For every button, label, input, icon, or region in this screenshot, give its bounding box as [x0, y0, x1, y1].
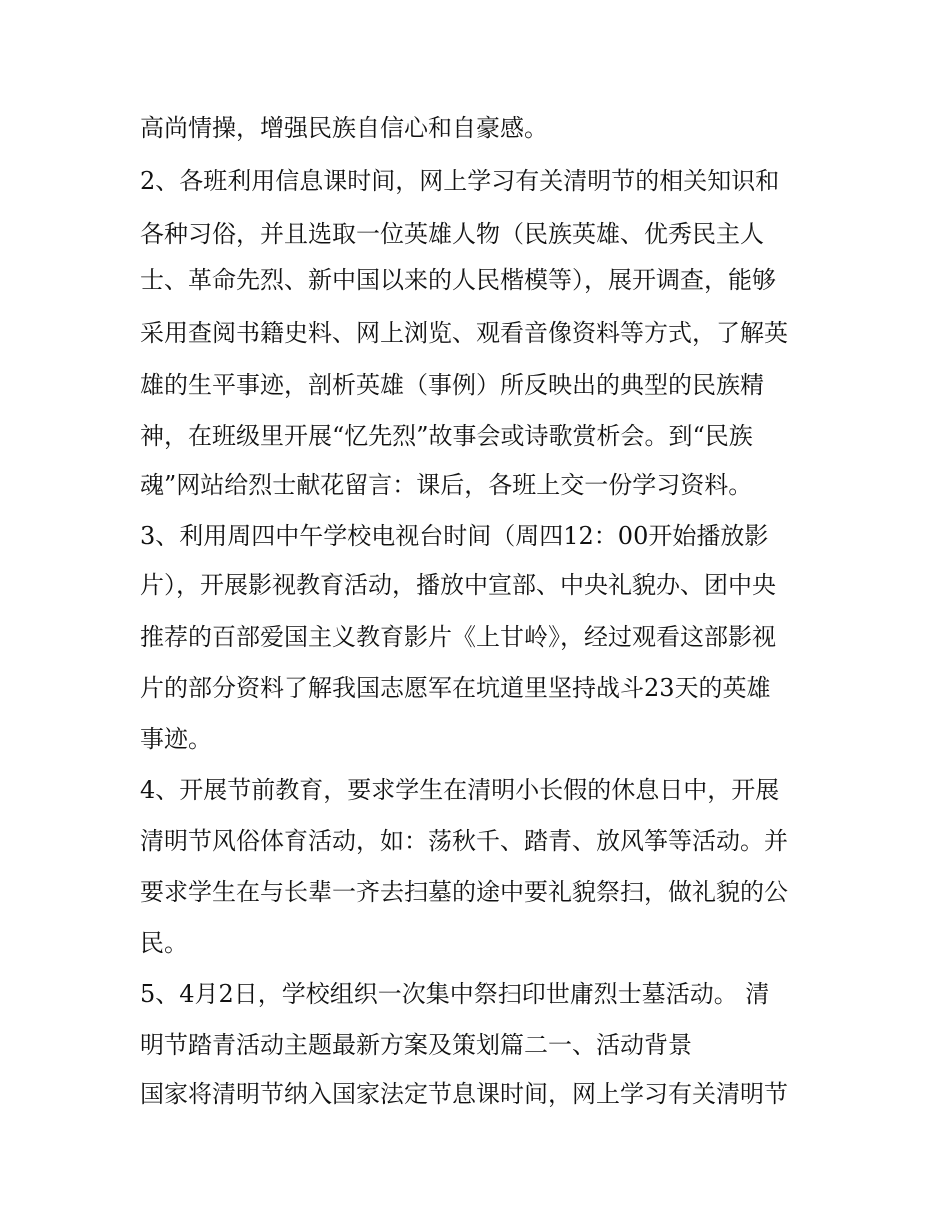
text-line: 片的部分资料了解我国志愿军在坑道里坚持战斗23天的英雄 [140, 674, 771, 702]
text-line: 事迹。 [140, 725, 212, 753]
text-line: 神，在班级里开展“忆先烈”故事会或诗歌赏析会。到“民族 [140, 422, 753, 450]
text-line: 民。 [140, 929, 188, 957]
text-line: 清明节风俗体育活动，如：荡秋千、踏青、放风筝等活动。并 [140, 827, 788, 855]
text-line: 要求学生在与长辈一齐去扫墓的途中要礼貌祭扫，做礼貌的公 [140, 878, 788, 906]
text-line: 3、利用周四中午学校电视台时间（周四12：00开始播放影 [140, 522, 769, 550]
text-line: 采用查阅书籍史料、网上浏览、观看音像资料等方式，了解英 [140, 319, 788, 347]
text-line: 4、开展节前教育，要求学生在清明小长假的休息日中，开展 [140, 776, 780, 804]
text-line: 推荐的百部爱国主义教育影片《上甘岭》，经过观看这部影视 [140, 623, 776, 651]
text-line: 各种习俗，并且选取一位英雄人物（民族英雄、优秀民主人 [140, 220, 764, 248]
text-line: 魂”网站给烈士献花留言：课后，各班上交一份学习资料。 [140, 471, 753, 499]
text-line: 片），开展影视教育活动，播放中宣部、中央礼貌办、团中央 [140, 571, 776, 599]
text-line: 雄的生平事迹，剖析英雄（事例）所反映出的典型的民族精 [140, 371, 764, 399]
text-line: 2、各班利用信息课时间，网上学习有关清明节的相关知识和 [140, 167, 780, 195]
text-line: 明节踏青活动主题最新方案及策划篇二一、活动背景 [140, 1031, 692, 1059]
text-line: 5、4月2日，学校组织一次集中祭扫印世庸烈士墓活动。 清 [140, 980, 770, 1008]
text-line: 高尚情操，增强民族自信心和自豪感。 [140, 114, 548, 142]
text-line: 国家将清明节纳入国家法定节息课时间，网上学习有关清明节 [140, 1080, 788, 1108]
text-line: 士、革命先烈、新中国以来的人民楷模等），展开调查，能够 [140, 266, 776, 294]
